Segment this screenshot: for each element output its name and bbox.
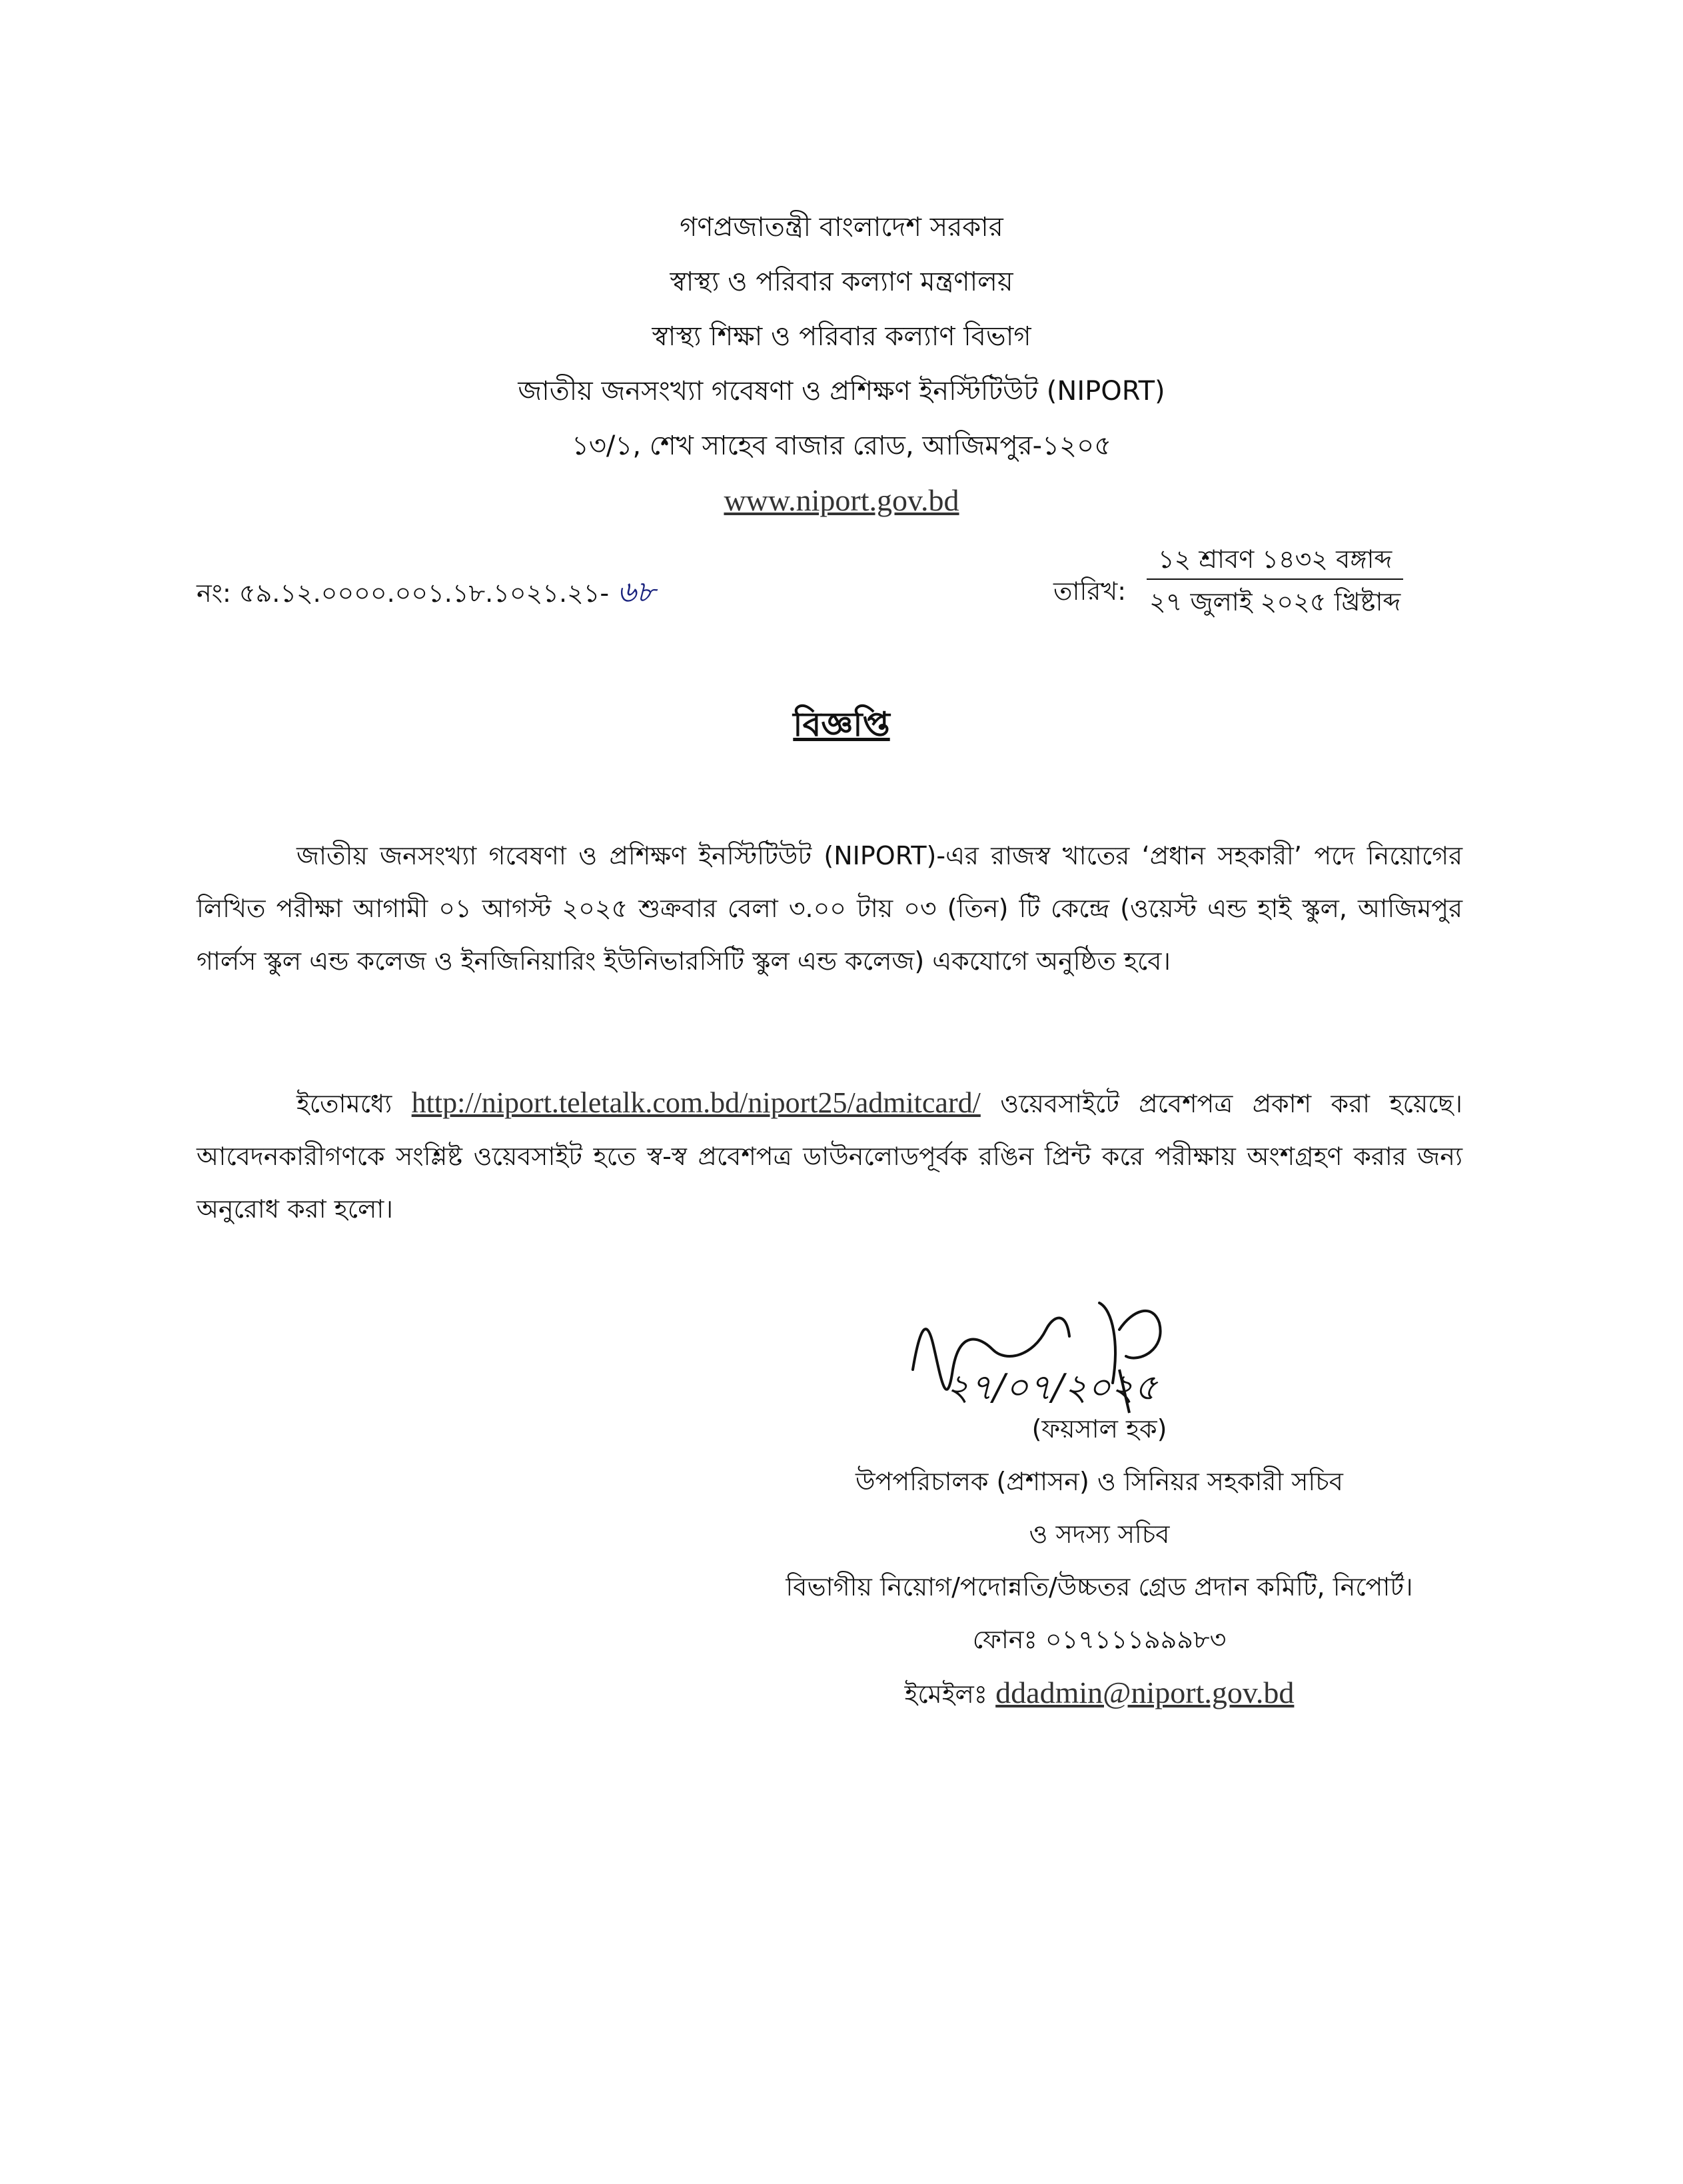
signature-date: ২৭/০৭/২০২৫ <box>946 1366 1158 1408</box>
contact-phone: ফোনঃ ০১৭১১১৯৯৯৮৩ <box>972 1625 1227 1654</box>
notice-paragraph-2 <box>197 1076 1462 1236</box>
paragraph-2-prefix: ইতোমধ্যে <box>296 1089 412 1118</box>
notice-title-text: বিজ্ঞপ্তি <box>793 705 890 744</box>
signatory-block <box>666 1403 1532 1721</box>
handwritten-serial: ৬৮ <box>617 575 656 609</box>
email-label: ইমেইলঃ <box>904 1679 996 1709</box>
letterhead <box>0 200 1683 529</box>
reference-number <box>197 570 655 618</box>
date-gregorian: ২৭ জুলাই ২০২৫ খ্রিষ্টাব্দ <box>1149 587 1401 616</box>
reference-number-text: নং: ৫৯.১২.০০০০.০০১.১৮.১০২১.২১- <box>197 578 610 608</box>
signatory-designation: উপপরিচালক (প্রশাসন) ও সিনিয়র সহকারী সচিব <box>855 1467 1343 1496</box>
institute-name: জাতীয় জনসংখ্যা গবেষণা ও প্রশিক্ষণ ইনস্টিটিউট (NIPORT) <box>518 376 1165 407</box>
website-link[interactable]: www.niport.gov.bd <box>724 483 959 517</box>
email-link[interactable]: ddadmin@niport.gov.bd <box>995 1675 1295 1709</box>
notice-paragraph-1: জাতীয় জনসংখ্যা গবেষণা ও প্রশিক্ষণ ইনস্টিটিউট (NIPORT)-এর রাজস্ব খাতের ‘প্রধান সহকারী’ পদে নিয়োগের লিখিত পরীক্ষা আগামী ০১ আগস্ট ২০২৫ শুক্রবার বেলা ৩.০০ টায় ০৩ (তিন) টি কেন্দ্রে (ওয়েস্ট এন্ড হাই স্কুল, আজিমপুর গার্লস স্কুল এন্ড কলেজ ও ইনজিনিয়ারিং ইউনিভারসিটি স্কুল এন্ড কলেজ) একযোগে অনুষ্ঠিত হবে। <box>197 841 1462 976</box>
admit-card-link[interactable]: http://niport.teletalk.com.bd/niport25/admitcard/ <box>411 1086 981 1119</box>
date-bangla: ১২ শ্রাবণ ১৪৩২ বঙ্গাব্দ <box>1147 540 1403 580</box>
paragraph-2-suffix: ওয়েবসাইটে প্রবেশপত্র প্রকাশ করা হয়েছে। আবেদনকারীগণকে সংশ্লিষ্ট ওয়েবসাইট হতে স্ব-স্ব প্রবেশপত্র ডাউনলোডপূর্বক রঙিন প্রিন্ট করে পরীক্ষায় অংশগ্রহণ করার জন্য অনুরোধ করা হলো। <box>197 1089 1462 1224</box>
signatory-name: (ফয়সাল হক) <box>1031 1414 1167 1444</box>
government-name: গণপ্রজাতন্ত্রী বাংলাদেশ সরকার <box>680 212 1003 243</box>
date-label: তারিখ: <box>1053 576 1127 606</box>
division-name: স্বাস্থ্য শিক্ষা ও পরিবার কল্যাণ বিভাগ <box>652 321 1031 352</box>
ministry-name: স্বাস্থ্য ও পরিবার কল্যাণ মন্ত্রণালয় <box>670 267 1013 297</box>
committee-name: বিভাগীয় নিয়োগ/পদোন্নতি/উচ্চতর গ্রেড প্রদান কমিটি, নিপোর্ট। <box>786 1572 1413 1602</box>
signatory-role: ও সদস্য সচিব <box>1029 1520 1170 1549</box>
institute-address: ১৩/১, শেখ সাহেব বাজার রোড, আজিমপুর-১২০৫ <box>571 431 1112 461</box>
notice-title <box>0 700 1683 755</box>
date-block <box>1053 540 1453 626</box>
